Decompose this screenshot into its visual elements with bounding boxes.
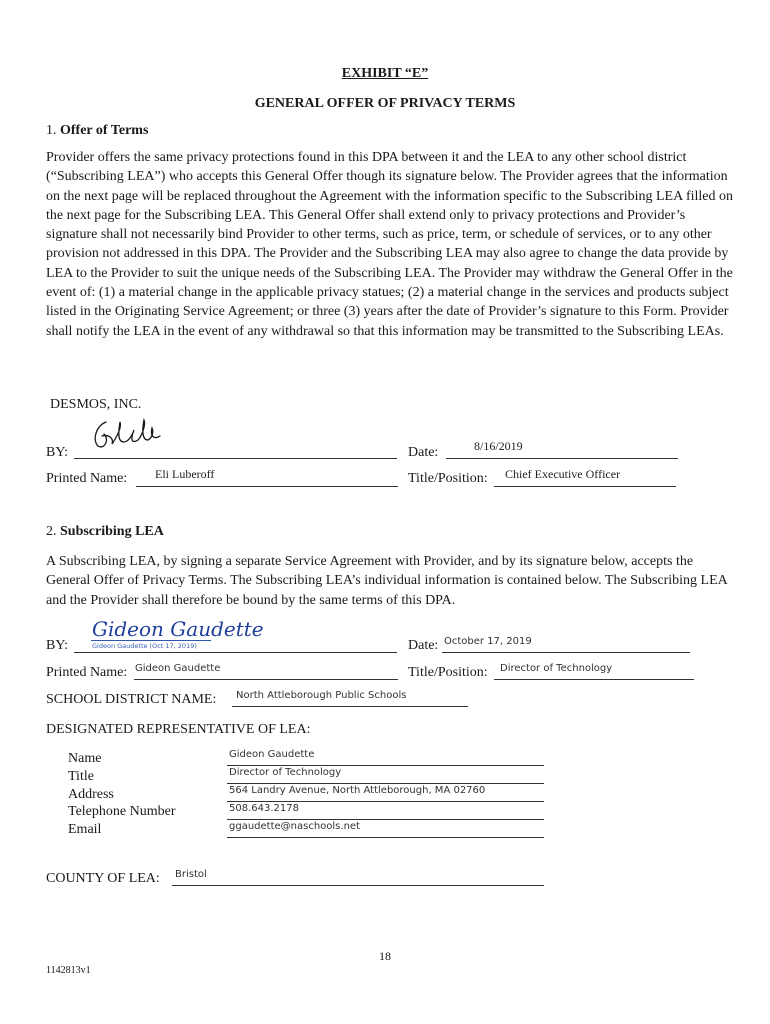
provider-company-name: DESMOS, INC. <box>50 397 142 412</box>
provider-date-label: Date: <box>408 445 439 460</box>
document-id: 1142813v1 <box>46 965 91 976</box>
county-label: COUNTY OF LEA: <box>46 871 160 886</box>
rep-email-line <box>227 837 544 838</box>
rep-address-value: 564 Landry Avenue, North Attleborough, MA 02760 <box>229 785 486 796</box>
lea-signature: Gideon Gaudette <box>92 617 264 641</box>
county-line <box>172 885 544 886</box>
provider-title-label: Title/Position: <box>408 471 488 486</box>
section-1-title: Offer of Terms <box>60 123 149 138</box>
rep-email-value: ggaudette@naschools.net <box>229 821 360 832</box>
document-subtitle: GENERAL OFFER OF PRIVACY TERMS <box>254 96 516 111</box>
county-value: Bristol <box>175 869 207 880</box>
provider-date-line <box>446 458 678 459</box>
lea-title-line <box>494 679 694 680</box>
provider-printed-name-line <box>136 486 398 487</box>
provider-title-value: Chief Executive Officer <box>505 467 621 481</box>
page-number: 18 <box>379 949 391 963</box>
lea-title-value: Director of Technology <box>500 663 613 674</box>
rep-address-label: Address <box>68 787 114 802</box>
rep-telephone-value: 508.643.2178 <box>229 803 299 814</box>
rep-title-value: Director of Technology <box>229 767 342 778</box>
lea-signature-stamp: Gideon Gaudette (Oct 17, 2019) <box>92 642 197 650</box>
rep-name-line <box>227 765 544 766</box>
rep-title-label: Title <box>68 769 94 784</box>
provider-date-value: 8/16/2019 <box>474 439 523 453</box>
section-2-heading: 2. Subscribing LEA <box>46 524 164 539</box>
rep-address-line <box>227 801 544 802</box>
section-2-number: 2 <box>46 524 53 539</box>
provider-printed-name-label: Printed Name: <box>46 471 128 486</box>
rep-telephone-line <box>227 819 544 820</box>
school-district-value: North Attleborough Public Schools <box>236 690 407 701</box>
rep-title-line <box>227 783 544 784</box>
provider-signature-icon <box>88 416 168 456</box>
exhibit-title: EXHIBIT “E” <box>341 66 429 81</box>
lea-title-label: Title/Position: <box>408 665 488 680</box>
lea-printed-name-value: Gideon Gaudette <box>135 663 221 674</box>
lea-signature-line <box>74 652 397 653</box>
school-district-line <box>232 706 468 707</box>
provider-title-line <box>494 486 676 487</box>
section-2-paragraph: A Subscribing LEA, by signing a separate Service Agreement with Provider, and by its signature below, accepts the General Offer of Privacy Terms. The Subscribing LEA’s individual information is contained below. The Subscribing LEA and the Provider shall therefore be bound by the same terms of this DPA. <box>46 554 728 608</box>
section-1-paragraph: Provider offers the same privacy protections found in this DPA between it and the LEA to any other school district (“Subscribing LEA”) who accepts this General Offer though its signature below. The Provider agrees that the information on the next page will be replaced throughout the Agreement with the information specific to the Subscribing LEA filled on the next page for the Subscribing LEA. This General Offer shall extend only to privacy protections and Provider’s signature shall not necessarily bind Provider to other terms, such as price, term, or schedule of services, or to any other provision not addressed in this DPA. The Provider and the Subscribing LEA may also agree to change the data provide by LEA to the Provider to suit the unique needs of the Subscribing LEA. The Provider may withdraw the General Offer in the event of: (1) a material change in the applicable privacy statues; (2) a material change in the services and products subject listed in the Originating Service Agreement; or three (3) years after the date of Provider’s signature to this Form. Provider shall notify the LEA in the event of any withdrawal so that this information may be transmitted to the Subscribing LEAs. <box>46 150 733 339</box>
lea-date-line <box>442 652 690 653</box>
lea-signature-underline <box>91 640 211 641</box>
lea-printed-name-line <box>134 679 398 680</box>
lea-date-value: October 17, 2019 <box>444 636 532 647</box>
lea-by-label: BY: <box>46 638 69 653</box>
provider-signature-line <box>74 458 397 459</box>
rep-telephone-label: Telephone Number <box>68 804 176 819</box>
section-1-heading: 1. Offer of Terms <box>46 123 149 138</box>
rep-name-value: Gideon Gaudette <box>229 749 315 760</box>
rep-name-label: Name <box>68 751 102 766</box>
school-district-label: SCHOOL DISTRICT NAME: <box>46 692 217 707</box>
lea-date-label: Date: <box>408 638 439 653</box>
lea-printed-name-label: Printed Name: <box>46 665 128 680</box>
rep-email-label: Email <box>68 822 102 837</box>
provider-printed-name-value: Eli Luberoff <box>155 467 215 481</box>
section-2-title: Subscribing LEA <box>60 524 164 539</box>
provider-by-label: BY: <box>46 445 69 460</box>
designated-representative-heading: DESIGNATED REPRESENTATIVE OF LEA: <box>46 722 311 737</box>
section-1-number: 1 <box>46 123 53 138</box>
